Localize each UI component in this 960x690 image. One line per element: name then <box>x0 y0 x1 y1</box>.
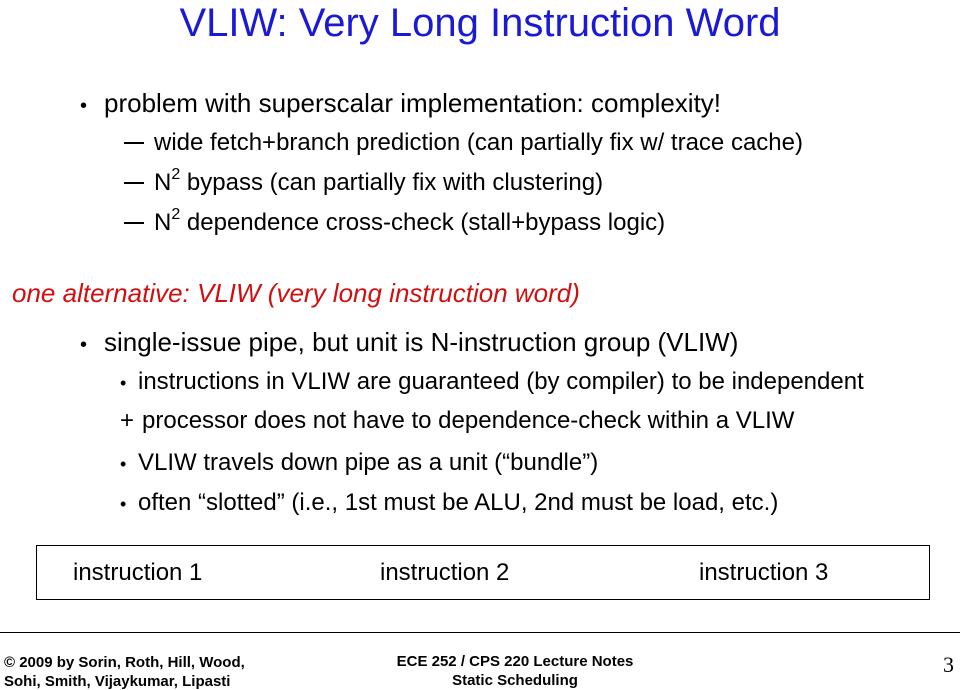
dash-icon <box>124 142 144 144</box>
point-independent-text: instructions in VLIW are guaranteed (by compiler) to be independent <box>138 368 864 395</box>
footer-course-1: ECE 252 / CPS 220 Lecture Notes <box>396 653 634 670</box>
bundle-slot-1: instruction 1 <box>73 559 203 586</box>
sub-bullet-dependence-n: N <box>154 209 172 236</box>
dash-icon <box>124 182 144 184</box>
sub-bullet-bypass-text: bypass (can partially fix with clustering) <box>180 169 604 196</box>
point-no-check <box>120 407 794 435</box>
slide-title: VLIW: Very Long Instruction Word <box>179 1 781 45</box>
point-bundle-text: VLIW travels down pipe as a unit (“bundle”) <box>138 449 599 476</box>
sub-bullet-bypass <box>124 166 604 197</box>
plus-symbol: + <box>120 407 135 434</box>
bullet-single-issue <box>80 327 738 360</box>
bundle-slot-2: instruction 2 <box>380 559 510 586</box>
bullet-dot-icon: • <box>120 373 127 393</box>
point-no-check-text: processor does not have to dependence-check within a VLIW <box>142 407 795 434</box>
bullet-dot-icon: • <box>120 494 127 514</box>
point-slotted-text: often “slotted” (i.e., 1st must be ALU, 2nd must be load, etc.) <box>138 489 779 516</box>
sub-bullet-dependence <box>124 206 666 237</box>
sub-bullet-fetch <box>124 129 803 157</box>
sub-bullet-bypass-n: N <box>154 169 172 196</box>
bullet-dot-icon: • <box>120 454 127 474</box>
sub-bullet-bypass-sup: 2 <box>171 166 181 183</box>
point-slotted <box>120 489 778 518</box>
bullet-dot-icon: • <box>80 95 88 117</box>
vliw-bundle-box <box>36 545 930 600</box>
page-number: 3 <box>943 652 954 677</box>
bullet-dot-icon: • <box>80 334 88 356</box>
bullet-problem <box>80 88 721 121</box>
point-independent <box>120 368 864 397</box>
footer-course-2: Static Scheduling <box>452 672 578 689</box>
bullet-problem-text: problem with superscalar implementation: complexity! <box>104 88 722 118</box>
bullet-single-issue-text: single-issue pipe, but unit is N-instruction group (VLIW) <box>104 327 739 357</box>
sub-bullet-fetch-text: wide fetch+branch prediction (can partially fix w/ trace cache) <box>154 129 803 156</box>
footer-copyright-2: Sohi, Smith, Vijaykumar, Lipasti <box>4 673 231 690</box>
footer-copyright-1: © 2009 by Sorin, Roth, Hill, Wood, <box>4 654 245 671</box>
footer-divider <box>0 632 960 633</box>
sub-bullet-dependence-text: dependence cross-check (stall+bypass logic) <box>180 209 666 236</box>
sub-bullet-dependence-sup: 2 <box>171 206 181 223</box>
alternative-heading: one alternative: VLIW (very long instruction word) <box>12 278 580 308</box>
point-bundle <box>120 449 598 478</box>
bundle-slot-3: instruction 3 <box>699 559 829 586</box>
dash-icon <box>124 222 144 224</box>
